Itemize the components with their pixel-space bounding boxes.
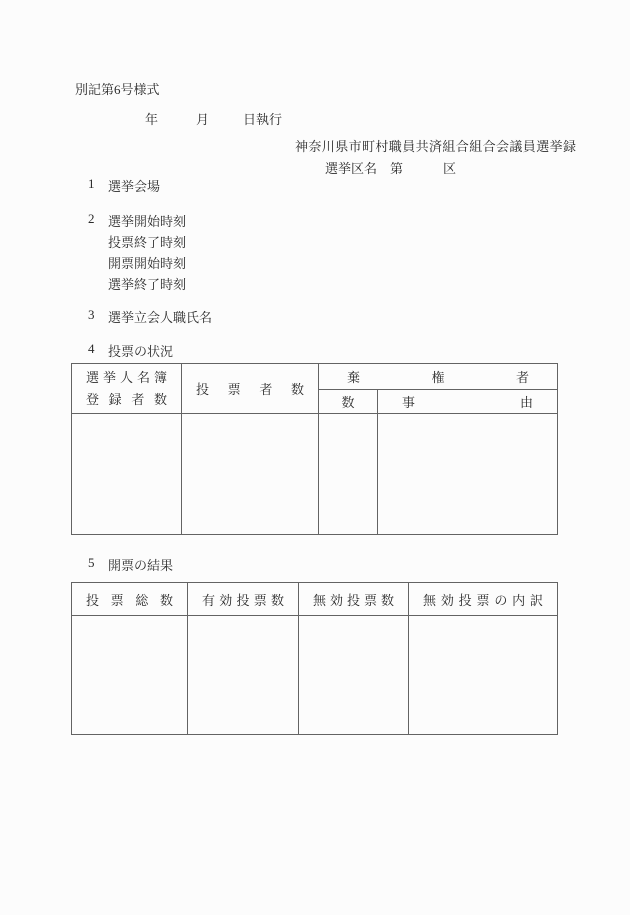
- voters-register-header: 選 挙 人 名 簿 登 録 者 数: [72, 364, 182, 414]
- election-end-time-label: 選挙終了時刻: [108, 277, 187, 292]
- abstainers-reason-cell: [378, 414, 558, 535]
- item-label: 選挙立会人職氏名: [108, 310, 213, 325]
- item-number: 2: [88, 211, 95, 226]
- voters-count-header: 投 票 者 数: [182, 364, 319, 414]
- abstainers-group-header: 棄 権 者: [319, 364, 558, 390]
- abstainers-count-header: 数: [319, 390, 378, 414]
- count-results-table: [71, 582, 558, 735]
- item-label: 選挙会場: [108, 179, 161, 194]
- voters-count-cell: [182, 414, 319, 535]
- invalid-votes-header: 無 効 投 票 数: [299, 583, 409, 616]
- item-number: 1: [88, 176, 95, 191]
- invalid-votes-breakdown-cell: [409, 616, 558, 735]
- district-label: 選挙区名: [325, 161, 378, 176]
- valid-votes-header: 有 効 投 票 数: [188, 583, 299, 616]
- invalid-votes-breakdown-header: 無 効 投 票 の 内 訳: [409, 583, 558, 616]
- total-votes-header: 投 票 総 数: [72, 583, 188, 616]
- year-label: 年: [145, 112, 159, 127]
- item-label: 開票の結果: [108, 558, 174, 573]
- day-executed-label: 日執行: [243, 112, 283, 127]
- item-label: 投票の状況: [108, 344, 174, 359]
- voting-end-time-label: 投票終了時刻: [108, 235, 187, 250]
- invalid-votes-cell: [299, 616, 409, 735]
- district-line: [325, 158, 456, 177]
- abstainers-reason-header: 事 由: [378, 390, 558, 414]
- voting-status-table: [71, 363, 558, 535]
- document-title: 神奈川県市町村職員共済組合組合会議員選挙録: [295, 139, 577, 154]
- month-label: 月: [196, 112, 210, 127]
- valid-votes-cell: [188, 616, 299, 735]
- item-number: 4: [88, 341, 95, 356]
- item-label: 選挙開始時刻: [108, 214, 187, 229]
- district-suffix: 区: [443, 161, 457, 176]
- item-number: 3: [88, 307, 95, 322]
- district-number-prefix: 第: [390, 161, 404, 176]
- count-start-time-label: 開票開始時刻: [108, 256, 187, 271]
- item-number: 5: [88, 555, 95, 570]
- form-number: 別記第6号様式: [75, 82, 160, 97]
- abstainers-count-cell: [319, 414, 378, 535]
- voters-register-cell: [72, 414, 182, 535]
- total-votes-cell: [72, 616, 188, 735]
